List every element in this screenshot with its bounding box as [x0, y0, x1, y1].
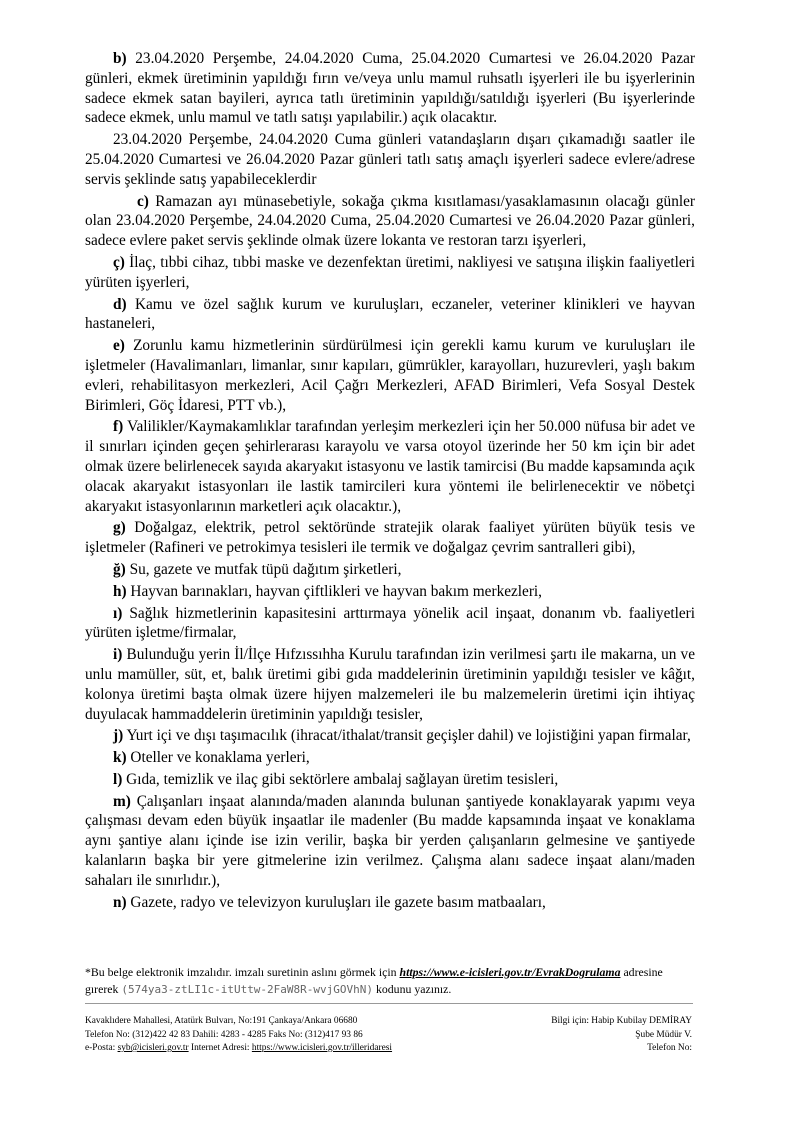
clause-label: ç) — [113, 253, 125, 271]
footer-phone: Telefon No: (312)422 42 83 Dahili: 4283 - 4285 Faks No: (312)417 93 86 — [85, 1029, 363, 1040]
clause-paragraph — [85, 726, 695, 746]
email-link[interactable]: syb@icisleri.gov.tr — [117, 1043, 189, 1053]
verification-code: (574ya3-ztLI1c-itUttw-2FaW8R-wvjGOVhN) — [121, 983, 374, 996]
clause-label: i) — [113, 646, 123, 664]
clause-label: b) — [113, 50, 127, 67]
internet-label: Internet Adresi: — [188, 1043, 252, 1053]
clause-text: Çalışanları inşaat alanında/maden alanında bulunan şantiyede konaklayarak yapımı veya çalışması devam eden büyük inşaatlar ile madenler (Bu madde kapsamında inşaat ve konaklama aynı şantiye alanı içinde ise izin verilir, başka bir yerden çalışanların gelmesine ve şantiyede kalanların başka bir yere gitmelerine izin verilmez. Çalışma alanı sadece inşaat alanı/maden sahaları ile sınırlıdır.), — [85, 792, 695, 889]
clause-text: Sağlık hizmetlerinin kapasitesini arttırmaya yönelik acil inşaat, donanım vb. faaliyetleri yürüten işletme/firmalar, — [85, 604, 695, 642]
clause-label: m) — [113, 792, 131, 810]
clause-label: f) — [113, 418, 124, 436]
clause-paragraph — [85, 770, 695, 790]
clause-paragraph — [85, 295, 695, 335]
footer-address: Kavaklıdere Mahallesi, Atatürk Bulvarı, No:191 Çankaya/Ankara 06680 — [85, 1016, 358, 1026]
verification-link[interactable]: https://www.e-icisleri.gov.tr/EvrakDogrulama — [399, 965, 621, 979]
clause-label: d) — [113, 295, 127, 313]
footnote-suffix: kodunu yazınız. — [373, 982, 452, 996]
clause-label: e) — [113, 337, 125, 355]
footer-address-block — [85, 1015, 505, 1056]
document-body — [85, 49, 695, 914]
clause-label: ğ) — [113, 560, 126, 578]
clause-paragraph — [85, 49, 695, 128]
clause-paragraph — [85, 560, 695, 580]
clause-label: n) — [113, 893, 127, 911]
clause-paragraph — [85, 130, 695, 189]
clause-label: l) — [113, 770, 123, 788]
footer-info-phone: Telefon No: — [647, 1043, 692, 1053]
clause-paragraph — [85, 253, 695, 293]
clause-paragraph — [85, 604, 695, 644]
clause-paragraph — [85, 336, 695, 415]
clause-text: Bulunduğu yerin İl/İlçe Hıfzıssıhha Kurulu tarafından izin verilmesi şartı ile makarna, un ve unlu mamüller, süt, et, balık üretimi gibi gıda maddelerinin üretiminin yapıldığı tesisler ve kâğıt, kolonya üretimi başta olmak üzere hijyen malzemeleri ile bu malzemelerin üretimi için ihtiyaç duyulacak hammaddelerin üretiminin yapıldığı tesisler, — [85, 646, 695, 723]
clause-label: ı) — [113, 604, 123, 622]
website-link[interactable]: https://www.icisleri.gov.tr/illeridaresi — [251, 1043, 393, 1053]
email-label: e-Posta: — [85, 1043, 118, 1053]
e-signature-footnote — [85, 964, 697, 998]
footer-contact — [85, 1042, 505, 1056]
clause-label: k) — [113, 749, 127, 767]
clause-text: Gazete, radyo ve televizyon kuruluşları ile gazete basım matbaaları, — [126, 893, 546, 911]
footer-info-title: Şube Müdür V. — [635, 1029, 692, 1040]
clause-text: Zorunlu kamu hizmetlerinin sürdürülmesi için gerekli kamu kurum ve kuruluşları ile işletmeler (Havalimanları, limanlar, sınır kapıları, gümrükler, karayolları, huzurevleri, yaşlı bakım evleri, rehabilitasyon merkezleri, Acil Çağrı Merkezleri, AFAD Birimleri, Vefa Sosyal Destek Birimleri, Göç İdaresi, PTT vb.), — [85, 337, 695, 414]
clause-text: 23.04.2020 Perşembe, 24.04.2020 Cuma, 25.04.2020 Cumartesi ve 26.04.2020 Pazar günleri, ekmek üretiminin yapıldığı fırın ve/veya unlu mamul ruhsatlı işyerleri ile bu işyerlerinin sadece ekmek satan bayileri, ayrıca tatlı üretiminin yapıldığı/satıldığı işyerleri (Bu işyerlerinde sadece ekmek, unlu mamul ve tatlı satışı yapılabilir.) açık olacaktır. — [85, 50, 695, 127]
clause-text: Oteller ve konaklama yerleri, — [126, 749, 310, 767]
clause-paragraph — [85, 192, 695, 251]
clause-text: Yurt içi ve dışı taşımacılık (ihracat/ithalat/transit geçişler dahil) ve lojistiğini yapan firmalar, — [123, 727, 691, 745]
footer-info-name: Bilgi için: Habip Kubilay DEMİRAY — [551, 1016, 692, 1026]
clause-paragraph — [85, 748, 695, 768]
clause-text: Hayvan barınakları, hayvan çiftlikleri ve hayvan bakım merkezleri, — [126, 582, 543, 600]
clause-text: Su, gazete ve mutfak tüpü dağıtım şirketleri, — [125, 560, 402, 578]
clause-paragraph — [85, 582, 695, 602]
clause-text: Valilikler/Kaymakamlıklar tarafından yerleşim merkezleri için her 50.000 nüfusa bir adet ve il sınırları içinden geçen şehirlerarası karayolu ve varsa otoyol üzerinde her 50 km için bir adet olmak üzere belirlenecek sayıda akaryakıt istasyonu ve lastik tamircisi (Bu madde kapsamında açık olacak akaryakıt istasyonları ile lastik tamircileri kura yöntemi ile belirlenecektir ve nöbetçi akaryakıt istasyonlarının marketleri açık olacaktır.), — [85, 418, 695, 515]
footnote-prefix: *Bu belge elektronik imzalıdır. imzalı suretinin aslını görmek için — [85, 965, 400, 979]
clause-paragraph — [85, 518, 695, 558]
footer-divider — [85, 1003, 693, 1004]
clause-text: 23.04.2020 Perşembe, 24.04.2020 Cuma günleri vatandaşların dışarı çıkamadığı saatler ile 25.04.2020 Cumartesi ve 26.04.2020 Pazar günleri tatlı satış amaçlı işyerleri sadece evlere/adrese servis şeklinde satış yapabileceklerdir — [85, 131, 695, 188]
footer-info-block — [472, 1015, 692, 1056]
clause-paragraph — [85, 645, 695, 724]
clause-text: Gıda, temizlik ve ilaç gibi sektörlere ambalaj sağlayan üretim tesisleri, — [122, 770, 559, 788]
clause-text: Ramazan ayı münasebetiyle, sokağa çıkma kısıtlaması/yasaklamasının olacağı günler olan 23.04.2020 Perşembe, 24.04.2020 Cuma, 25.04.2020 Cumartesi ve 26.04.2020 Pazar günleri, sadece evlere paket servis şeklinde olmak üzere lokanta ve restoran tarzı işyerleri, — [85, 192, 695, 250]
clause-label: h) — [113, 582, 127, 600]
clause-text: İlaç, tıbbi cihaz, tıbbi maske ve dezenfektan üretimi, nakliyesi ve satışına ilişkin faaliyetleri yürüten işyerleri, — [85, 253, 695, 291]
clause-paragraph — [85, 792, 695, 891]
clause-paragraph — [85, 417, 695, 516]
clause-label: c) — [137, 192, 149, 210]
clause-text: Kamu ve özel sağlık kurum ve kuruluşları, eczaneler, veteriner klinikleri ve hayvan hastaneleri, — [85, 295, 695, 333]
footnote-middle: adresine gırerek — [85, 965, 663, 996]
clause-paragraph — [85, 893, 695, 913]
clause-label: j) — [113, 727, 124, 745]
clause-text: Doğalgaz, elektrik, petrol sektöründe stratejik olarak faaliyet yürüten büyük tesis ve işletmeler (Rafineri ve petrokimya tesisleri ile termik ve doğalgaz çevrim santralleri gibi), — [85, 519, 695, 557]
clause-label: g) — [113, 519, 126, 537]
